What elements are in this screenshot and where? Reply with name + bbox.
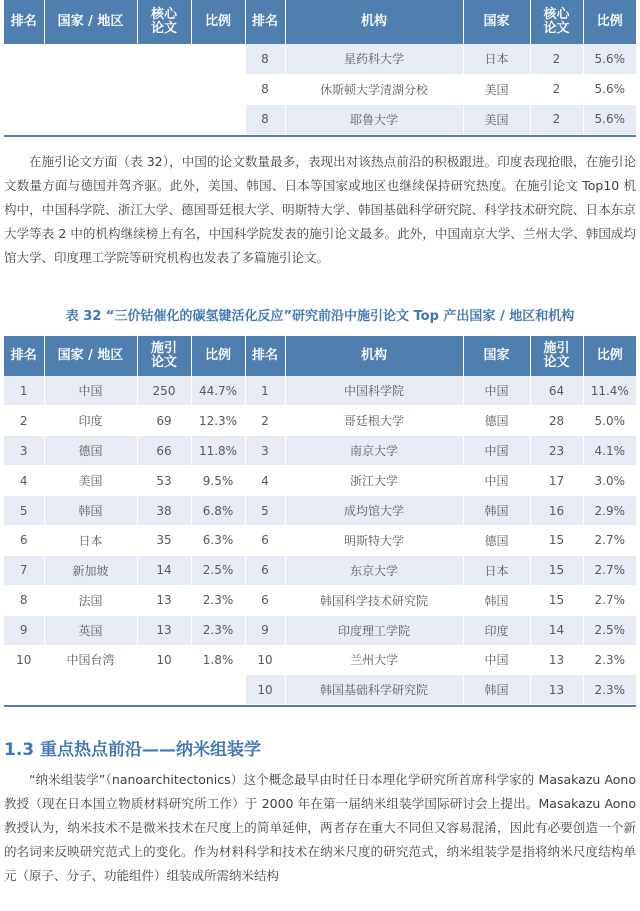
rank-cell: 8 bbox=[245, 74, 285, 104]
institution-share-cell: 2.5% bbox=[583, 615, 636, 645]
header-region: 国家 / 地区 bbox=[44, 0, 137, 44]
core-papers-table-continued bbox=[4, 0, 636, 135]
country-rank-cell: 3 bbox=[4, 436, 44, 466]
table-body bbox=[4, 376, 636, 705]
header-rank: 排名 bbox=[4, 0, 44, 44]
country-share-cell: 2.5% bbox=[191, 555, 245, 585]
institution-name-cell: 兰州大学 bbox=[285, 645, 463, 675]
country-rank-cell: 10 bbox=[4, 645, 44, 675]
header-institution: 机构 bbox=[285, 0, 463, 44]
institution-cell: 休斯顿大学清湖分校 bbox=[285, 74, 463, 104]
citing-papers-paragraph: 在施引论文方面（表 32），中国的论文数量最多，表现出对该热点前沿的积极跟进。印度表现抢眼，在施引论文数量方面与德国并驾齐驱。此外，美国、韩国、日本等国家或地区也继续保持研究热度。在施引论文 Top10 机构中，中国科学院、浙江大学、德国哥廷根大学、明斯特大学、韩国基础科学研究院、科学技术研究院、日本东京大学等表 2 中的机构继续榜上有名，中国科学院发表的施引论文最多。此外，中国南京大学、兰州大学、韩国成均馆大学、印度理工学院等研究机构也发表了多篇施引论文。 bbox=[4, 154, 636, 265]
institution-rank-cell: 9 bbox=[245, 615, 285, 645]
country-rank-cell: 6 bbox=[4, 525, 44, 555]
share-cell: 5.6% bbox=[583, 74, 636, 104]
country-share-cell: 2.3% bbox=[191, 585, 245, 615]
institution-country-cell: 德国 bbox=[463, 406, 530, 436]
institution-share-cell: 4.1% bbox=[583, 436, 636, 466]
country-papers-cell: 35 bbox=[137, 525, 191, 555]
table-row bbox=[4, 406, 636, 436]
institution-name-cell: 成均馆大学 bbox=[285, 496, 463, 526]
header-share-institution: 比例 bbox=[583, 336, 636, 376]
institution-papers-cell: 13 bbox=[530, 675, 583, 705]
empty-cell bbox=[4, 104, 245, 134]
country-rank-cell: 9 bbox=[4, 615, 44, 645]
table-row bbox=[4, 525, 636, 555]
header-core-papers-institution: 核心 论文 bbox=[530, 0, 583, 44]
header-citing-papers: 施引 论文 bbox=[137, 336, 191, 376]
country-name-cell: 美国 bbox=[44, 466, 137, 496]
rank-cell: 8 bbox=[245, 104, 285, 134]
country-papers-cell: 66 bbox=[137, 436, 191, 466]
country-papers-cell: 69 bbox=[137, 406, 191, 436]
institution-papers-cell: 16 bbox=[530, 496, 583, 526]
country-rank-cell: 1 bbox=[4, 376, 44, 406]
header-share-institution: 比例 bbox=[583, 0, 636, 44]
institution-papers-cell: 28 bbox=[530, 406, 583, 436]
institution-share-cell: 5.0% bbox=[583, 406, 636, 436]
nanoarchitectonics-paragraph: “纳米组装学”（nanoarchitectonics）这个概念最早由时任日本理化学研究所首席科学家的 Masakazu Aono 教授（现在日本国立物质材料研究所工作）于 2000 年在第一届纳米组装学国际研讨会上提出。Masakazu Aono 教授认为，纳米技术不是微米技术在尺度上的简单延伸，两者存在重大不同但又容易混淆，因此有必要创造一个新的名词来反映研究范式上的变化。作为材料科学和技术在纳米尺度的研究范式，纳米组装学是指将纳米尺度结构单元（原子、分子、功能组件）组装成所需纳米结构 bbox=[4, 772, 636, 883]
country-papers-cell: 14 bbox=[137, 555, 191, 585]
institution-share-cell: 2.7% bbox=[583, 585, 636, 615]
country-name-cell: 英国 bbox=[44, 615, 137, 645]
share-cell: 5.6% bbox=[583, 104, 636, 134]
institution-name-cell: 浙江大学 bbox=[285, 466, 463, 496]
country-share-cell: 11.8% bbox=[191, 436, 245, 466]
institution-name-cell: 中国科学院 bbox=[285, 376, 463, 406]
institution-share-cell: 2.3% bbox=[583, 675, 636, 705]
institution-name-cell: 印度理工学院 bbox=[285, 615, 463, 645]
institution-share-cell: 2.7% bbox=[583, 555, 636, 585]
table-header-row bbox=[4, 0, 636, 44]
institution-rank-cell: 1 bbox=[245, 376, 285, 406]
table-row bbox=[4, 74, 636, 104]
share-cell: 5.6% bbox=[583, 44, 636, 74]
country-name-cell: 德国 bbox=[44, 436, 137, 466]
table-row bbox=[4, 645, 636, 675]
empty-cell bbox=[4, 675, 245, 705]
institution-country-cell: 韩国 bbox=[463, 496, 530, 526]
institution-papers-cell: 14 bbox=[530, 615, 583, 645]
institution-country-cell: 日本 bbox=[463, 555, 530, 585]
institution-share-cell: 2.7% bbox=[583, 525, 636, 555]
institution-share-cell: 11.4% bbox=[583, 376, 636, 406]
country-papers-cell: 10 bbox=[137, 645, 191, 675]
table-row bbox=[4, 376, 636, 406]
country-share-cell: 2.3% bbox=[191, 615, 245, 645]
section-heading: 1.3 重点热点前沿——纳米组装学 bbox=[4, 740, 262, 760]
institution-papers-cell: 15 bbox=[530, 555, 583, 585]
table-row bbox=[4, 585, 636, 615]
institution-papers-cell: 15 bbox=[530, 525, 583, 555]
country-share-cell: 6.3% bbox=[191, 525, 245, 555]
institution-name-cell: 韩国科学技术研究院 bbox=[285, 585, 463, 615]
country-name-cell: 法国 bbox=[44, 585, 137, 615]
institution-cell: 耶鲁大学 bbox=[285, 104, 463, 134]
country-share-cell: 9.5% bbox=[191, 466, 245, 496]
institution-name-cell: 哥廷根大学 bbox=[285, 406, 463, 436]
header-share: 比例 bbox=[191, 0, 245, 44]
institution-rank-cell: 6 bbox=[245, 585, 285, 615]
country-rank-cell: 7 bbox=[4, 555, 44, 585]
papers-cell: 2 bbox=[530, 44, 583, 74]
country-rank-cell: 2 bbox=[4, 406, 44, 436]
table-row bbox=[4, 555, 636, 585]
country-cell: 美国 bbox=[463, 74, 530, 104]
institution-papers-cell: 23 bbox=[530, 436, 583, 466]
header-citing-papers-institution: 施引 论文 bbox=[530, 336, 583, 376]
institution-name-cell: 明斯特大学 bbox=[285, 525, 463, 555]
country-rank-cell: 5 bbox=[4, 496, 44, 526]
papers-cell: 2 bbox=[530, 74, 583, 104]
institution-rank-cell: 6 bbox=[245, 555, 285, 585]
table-row bbox=[4, 104, 636, 134]
country-share-cell: 44.7% bbox=[191, 376, 245, 406]
institution-share-cell: 2.9% bbox=[583, 496, 636, 526]
country-name-cell: 韩国 bbox=[44, 496, 137, 526]
header-region: 国家 / 地区 bbox=[44, 336, 137, 376]
country-papers-cell: 38 bbox=[137, 496, 191, 526]
table-32-caption: 表 32 “三价钴催化的碳氢键活化反应”研究前沿中施引论文 Top 产出国家 / 地区和机构 bbox=[65, 309, 575, 324]
institution-rank-cell: 10 bbox=[245, 675, 285, 705]
institution-cell: 星药科大学 bbox=[285, 44, 463, 74]
table-row bbox=[4, 466, 636, 496]
institution-name-cell: 南京大学 bbox=[285, 436, 463, 466]
institution-rank-cell: 5 bbox=[245, 496, 285, 526]
institution-country-cell: 印度 bbox=[463, 615, 530, 645]
table-32-bottom-rule bbox=[4, 705, 636, 707]
header-rank-institution: 排名 bbox=[245, 336, 285, 376]
country-name-cell: 日本 bbox=[44, 525, 137, 555]
institution-name-cell: 东京大学 bbox=[285, 555, 463, 585]
empty-cell bbox=[4, 44, 245, 74]
institution-share-cell: 2.3% bbox=[583, 645, 636, 675]
rank-cell: 8 bbox=[245, 44, 285, 74]
institution-rank-cell: 4 bbox=[245, 466, 285, 496]
country-papers-cell: 13 bbox=[137, 585, 191, 615]
table-row bbox=[4, 496, 636, 526]
country-share-cell: 1.8% bbox=[191, 645, 245, 675]
country-cell: 美国 bbox=[463, 104, 530, 134]
institution-country-cell: 韩国 bbox=[463, 675, 530, 705]
country-share-cell: 12.3% bbox=[191, 406, 245, 436]
table-row bbox=[4, 675, 636, 705]
country-name-cell: 新加坡 bbox=[44, 555, 137, 585]
header-rank: 排名 bbox=[4, 336, 44, 376]
country-papers-cell: 250 bbox=[137, 376, 191, 406]
institution-papers-cell: 17 bbox=[530, 466, 583, 496]
institution-papers-cell: 15 bbox=[530, 585, 583, 615]
header-country: 国家 bbox=[463, 0, 530, 44]
header-country: 国家 bbox=[463, 336, 530, 376]
institution-name-cell: 韩国基础科学研究院 bbox=[285, 675, 463, 705]
institution-rank-cell: 10 bbox=[245, 645, 285, 675]
papers-cell: 2 bbox=[530, 104, 583, 134]
institution-rank-cell: 6 bbox=[245, 525, 285, 555]
country-name-cell: 印度 bbox=[44, 406, 137, 436]
header-core-papers: 核心 论文 bbox=[137, 0, 191, 44]
institution-papers-cell: 13 bbox=[530, 645, 583, 675]
institution-country-cell: 韩国 bbox=[463, 585, 530, 615]
country-name-cell: 中国台湾 bbox=[44, 645, 137, 675]
country-name-cell: 中国 bbox=[44, 376, 137, 406]
country-papers-cell: 13 bbox=[137, 615, 191, 645]
institution-rank-cell: 2 bbox=[245, 406, 285, 436]
table-row bbox=[4, 436, 636, 466]
table-row bbox=[4, 44, 636, 74]
table-bottom-rule bbox=[4, 135, 636, 137]
country-rank-cell: 8 bbox=[4, 585, 44, 615]
country-rank-cell: 4 bbox=[4, 466, 44, 496]
institution-papers-cell: 64 bbox=[530, 376, 583, 406]
empty-cell bbox=[4, 74, 245, 104]
institution-country-cell: 德国 bbox=[463, 525, 530, 555]
table-header-row bbox=[4, 336, 636, 376]
institution-country-cell: 中国 bbox=[463, 376, 530, 406]
institution-share-cell: 3.0% bbox=[583, 466, 636, 496]
institution-rank-cell: 3 bbox=[245, 436, 285, 466]
header-institution: 机构 bbox=[285, 336, 463, 376]
institution-country-cell: 中国 bbox=[463, 436, 530, 466]
institution-country-cell: 中国 bbox=[463, 466, 530, 496]
header-share: 比例 bbox=[191, 336, 245, 376]
country-cell: 日本 bbox=[463, 44, 530, 74]
header-rank-institution: 排名 bbox=[245, 0, 285, 44]
citing-papers-table bbox=[4, 336, 636, 705]
country-papers-cell: 53 bbox=[137, 466, 191, 496]
country-share-cell: 6.8% bbox=[191, 496, 245, 526]
institution-country-cell: 中国 bbox=[463, 645, 530, 675]
table-row bbox=[4, 615, 636, 645]
